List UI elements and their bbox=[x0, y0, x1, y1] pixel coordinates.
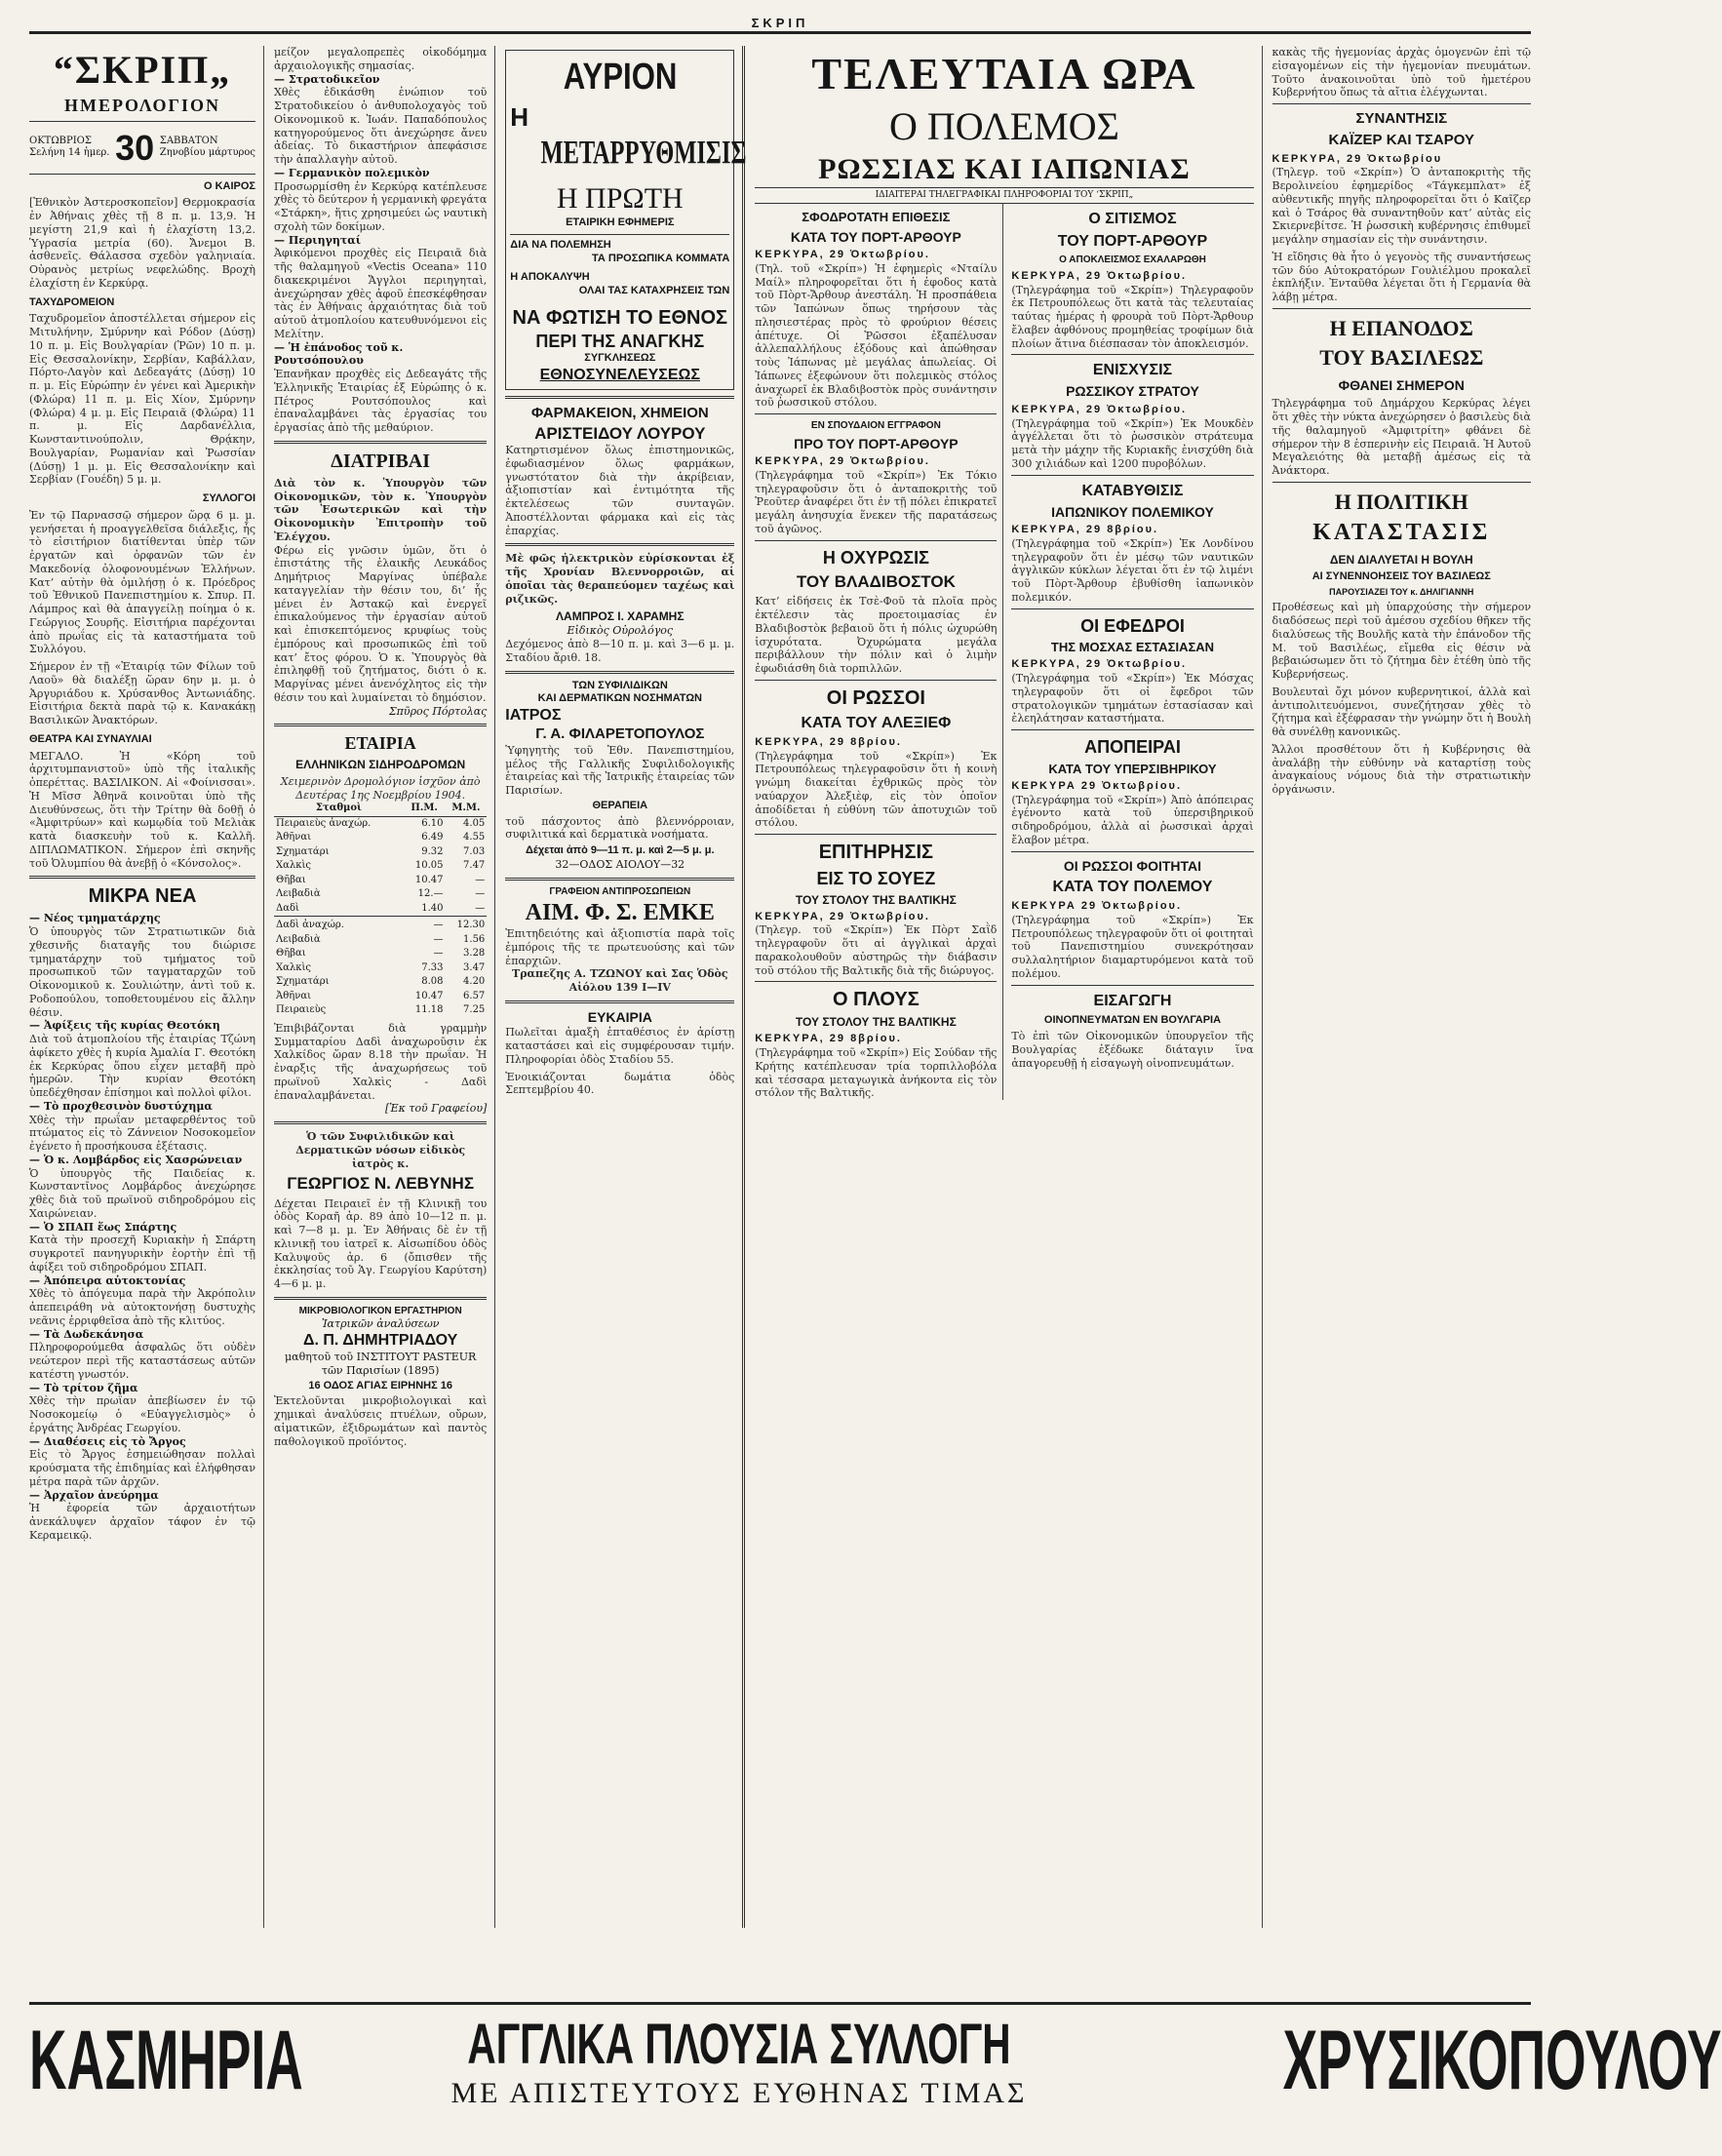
promo-box bbox=[505, 50, 747, 390]
diatr-sub: Διὰ τὸν κ. Ὑπουργὸν τῶν Οἰκονομικῶν, τὸν κ. Ὑπουργὸν τῶν Ἐσωτερικῶν καὶ τὴν Οἰκονομικὴν Ἐπιτροπὴν τοῦ Ἐλέγχου. bbox=[274, 476, 488, 543]
mikra-item-text: Πληροφορούμεθα ἀσφαλῶς ὅτι οὐδὲν νεώτερον περὶ τῆς καταστάσεως αὐτῶν κατέστη γνωστόν. bbox=[29, 1341, 256, 1381]
mikra-item-title: — Τὸ τρίτον ζῆμα bbox=[29, 1381, 138, 1394]
promo-line-6: ΠΕΡΙ ΤΗΣ ΑΝΑΓΚΗΣ bbox=[535, 331, 705, 351]
right-h2: ΤΟΥ ΠΟΡΤ-ΑΡΘΟΥΡ bbox=[1057, 233, 1208, 251]
rail-station: Ἀθῆναι bbox=[276, 990, 312, 1001]
rail-station: Λειβαδιὰ bbox=[276, 888, 321, 900]
therapy-label: ΘΕΡΑΠΕΙΑ bbox=[592, 799, 648, 811]
table-row bbox=[274, 990, 487, 1004]
doctor-name: Γ. Α. ΦΙΛΑΡΕΤΟΠΟΥΛΟΣ bbox=[535, 725, 705, 742]
mikra-heading: ΜΙΚΡΑ ΝΕΑ bbox=[88, 885, 197, 908]
rail-time: 11.18 bbox=[414, 1004, 444, 1016]
right-h14: ΕΙΣΑΓΩΓΗ bbox=[1093, 992, 1172, 1009]
rail-time: 7.03 bbox=[463, 845, 486, 857]
lab-name: Δ. Π. ΔΗΜΗΤΡΙΑΔΟΥ bbox=[302, 1332, 458, 1349]
divider bbox=[1272, 482, 1531, 483]
mikra-item-title: — Τὰ Δωδεκάνησα bbox=[29, 1327, 144, 1341]
peri-heading: — Περιηγηταί bbox=[274, 233, 362, 247]
rail-station: Δαδὶ ἀναχώρ. bbox=[276, 920, 344, 931]
pol-text-3: Ἄλλοι προσθέτουν ὅτι ἡ Κυβέρνησις θὰ ἀναλάβῃ τὴν εὐθύνην νὰ καταρτίσῃ τοὺς ἀναγκαίους νόμους διὰ τὴν στρατιωτικὴν ὀργάνωσιν. bbox=[1272, 742, 1531, 796]
rail-station: Χαλκὶς bbox=[276, 961, 312, 973]
promo-line-5: ΝΑ ΦΩΤΙΣΗ ΤΟ ΕΘΝΟΣ bbox=[512, 306, 728, 329]
column-1 bbox=[29, 46, 264, 1928]
list-item bbox=[29, 1382, 255, 1435]
promo-line-4: ΟΛΑΙ ΤΑΣ ΚΑΤΑΧΡΗΣΕΙΣ ΤΩΝ bbox=[578, 285, 730, 296]
rail-time: 3.28 bbox=[463, 948, 486, 960]
lab-sub: Ἰατρικῶν ἀναλύσεων bbox=[321, 1317, 440, 1331]
left-h3: ΕΝ ΣΠΟΥΔΑΙΟΝ ΕΓΓΡΑΦΟΝ bbox=[810, 420, 941, 431]
divider bbox=[1011, 851, 1253, 852]
lamprh-sub: Εἰδικὸς Οὐρολόγος bbox=[567, 624, 674, 638]
lamprh-text: Δεχόμενος ἀπὸ 8—10 π. μ. καὶ 3—6 μ. μ. Σταδίου ἄριθ. 18. bbox=[505, 638, 735, 664]
list-item bbox=[29, 912, 255, 1019]
weather-text: [Ἐθνικὸν Ἀστεροσκοπεῖον] Θερμοκρασία ἐν Ἀθήναις χθὲς τῇ 8 π. μ. 13,9. Ἡ μεγίστη 21,9 καὶ ἡ ἐλαχίστη 13,2. Ὑγρασία μετρία (60). Ἄνεμοι Β. ἀσθενεῖς. Θάλασσα σχεδὸν γαληνιαία. Οὐρανὸς μετρίως νεφελώδης. Βροχὴ ἐλαχίστη ἐν Κερκύρᾳ. bbox=[29, 196, 256, 290]
table-row bbox=[274, 947, 487, 961]
divider bbox=[1011, 354, 1253, 355]
divider bbox=[755, 834, 997, 835]
right-dateline: ΚΕΡΚΥΡΑ, 29 Ὀκτωβρίου. bbox=[1011, 269, 1188, 282]
right-text-5: (Τηλεγράφημα τοῦ «Σκρίπ») Ἀπὸ ἀπόπειρας ἐγένοντο κατὰ τοῦ ὑπερσιβηρικοῦ σιδηροδρόμου, ἀλλὰ αἱ ῥωσσικαὶ ἀρχαὶ ἔλαβον μέτρα. bbox=[1011, 793, 1254, 846]
mikra-item-text: Χθὲς τὴν πρωΐαν ἀπεβίωσεν ἐν τῷ Νοσοκομείῳ ὁ «Εὐαγγελισμὸς» ὁ ἐργάτης Ἀνδρέας Γεωργίου. bbox=[29, 1394, 256, 1434]
lab-text: μαθητοῦ τοῦ ΙΝΣΤΙΤΟΥΤ PASTEUR τῶν Παρισίων (1895) bbox=[285, 1351, 477, 1377]
mikra-item-title: — Νέος τμηματάρχης bbox=[29, 912, 161, 925]
rail-time: 6.10 bbox=[421, 817, 444, 829]
right-h4: ΕΝΙΣΧΥΣΙΣ bbox=[1092, 362, 1173, 379]
table-row bbox=[274, 831, 487, 845]
doctor-address: 32—ΟΔΟΣ ΑΙΟΛΟΥ—32 bbox=[555, 857, 685, 871]
peri-text: Ἀφικόμενοι προχθὲς εἰς Πειραιᾶ διὰ τῆς θαλαμηγοῦ «Vectis Oceana» 110 διακεκριμένοι Ἄγγλοι περιηγηταὶ, ἀνεχώρησαν χθὲς ἀφοῦ ἐπεσκέφθησαν τὰς ἐν Ἀθήναις ἀρχαιότητας διὰ τοῦ αὐτοῦ ἀτμοπλοίου κατευθυνόμενοι εἰς Μελίτην. bbox=[274, 247, 488, 340]
table-row bbox=[274, 1003, 487, 1018]
rail-time: 3.47 bbox=[463, 961, 486, 973]
trans-name: ΑΙΜ. Φ. Σ. ΕΜΚΕ bbox=[525, 900, 715, 925]
bottom-banner bbox=[29, 2002, 1722, 2117]
war-sub-1: Ο ΠΟΛΕΜΟΣ bbox=[888, 103, 1119, 148]
right-h6: ΚΑΤΑΒΥΘΙΣΙΣ bbox=[1081, 482, 1184, 499]
germ-heading: — Γερμανικὸν πολεμικὸν bbox=[274, 166, 430, 179]
pharm-heading-2: ΑΡΙΣΤΕΙΔΟΥ ΛΟΥΡΟΥ bbox=[534, 423, 706, 443]
left-text-3: Κατ’ εἰδήσεις ἐκ Τσὲ-Φοῦ τὰ πλοῖα πρὸς ἐκτέλεσιν τὰς προετοιμασίας ἐν Βλαδιβοστὸκ βεβαιοῦ ὅτι ἡ πόλις ὠχυρώθη ἰσχυρότατα. Ὀχυρώματα μεγάλα περιβάλλουν τὴν πόλιν καὶ ὁ λιμὴν ἐφωδιάσθη διὰ τορπιλλῶν. bbox=[755, 595, 998, 675]
rail-table bbox=[274, 802, 487, 1018]
left-h11: ΤΟΥ ΣΤΟΛΟΥ ΤΗΣ ΒΑΛΤΙΚΗΣ bbox=[795, 892, 957, 907]
rail-time: — bbox=[475, 874, 486, 885]
divider bbox=[274, 1297, 487, 1300]
strat-text: Χθὲς ἐδικάσθη ἐνώπιον τοῦ Στρατοδικείου ὁ ἀνθυπολοχαγὸς τοῦ Οἰκονομικοῦ κ. Ἰωάν. Παπαδόπουλος κατηγορούμενος ὅτι ἀνεχώρησε ἄνευ ἀδείας. Τὸ δικαστήριον ἀπεφάσισε τὴν ἀπαλλαγὴν αὐτοῦ. bbox=[274, 86, 488, 166]
banner-middle-2: ΜΕ ΑΠΙΣΤΕΥΤΟΥΣ ΕΥΘΗΝΑΣ ΤΙΜΑΣ bbox=[450, 2077, 1028, 2109]
pol-text: Προθέσεως καὶ μὴ ὑπαρχούσης τὴν σήμερον διαδόσεως περὶ τοῦ ἀμέσου σχεδίου θῆκεν τῆς διαλύσεως τῆς Βουλῆς κατὰ τὴν ἐπάνοδον τῆς Μ. τοῦ Βασιλέως, εἴμεθα εἰς θέσιν νὰ βεβαιώσωμεν ὅτι τὸ ζήτημα δὲν ἐτέθη ὑπὸ τῆς Κυβερνήσεως. bbox=[1272, 601, 1531, 681]
rail-station: Λειβαδιὰ bbox=[276, 933, 321, 945]
rail-time: 9.32 bbox=[421, 845, 444, 857]
meet-dateline: ΚΕΡΚΥΡΑ, 29 Ὀκτωβρίου bbox=[1272, 152, 1443, 165]
war-right bbox=[1011, 204, 1253, 1100]
return-heading-2: ΤΟΥ ΒΑΣΙΛΕΩΣ bbox=[1319, 345, 1484, 371]
left-h5: Η ΟΧΥΡΩΣΙΣ bbox=[822, 547, 929, 568]
doctor-intro: Ὁ τῶν Συφιλιδικῶν καὶ Δερματικῶν νόσων εἰδικὸς ἰατρὸς κ. bbox=[295, 1130, 466, 1170]
divider bbox=[755, 680, 997, 681]
promo-line-2: ΤΑ ΠΡΟΣΩΠΙΚΑ ΚΟΜΜΑΤΑ bbox=[591, 252, 730, 264]
ekairia-text-2: Ἐνοικιάζονται δωμάτια ὁδὸς Σεπτεμβρίου 40. bbox=[505, 1070, 735, 1097]
war-service: ΙΔΙΑΙΤΕΡΑΙ ΤΗΛΕΓΡΑΦΙΚΑΙ ΠΛΗΡΟΦΟΡΙΑΙ ΤΟΥ ‘ΣΚΡΙΠ„ bbox=[755, 187, 1253, 204]
calendar-month: ΟΚΤΩΒΡΙΟΣ bbox=[29, 135, 92, 146]
divider bbox=[755, 540, 997, 541]
right-h10: ΑΠΟΠΕΙΡΑΙ bbox=[1084, 737, 1181, 757]
pol-sub: ΔΕΝ ΔΙΑΛΥΕΤΑΙ Η ΒΟΥΛΗ bbox=[1329, 553, 1473, 568]
right-text-2: (Τηλεγράφημα τοῦ «Σκρίπ») Ἐκ Μουκδὲν ἀγγέλλεται ὅτι τὸ ῥωσσικὸν στράτευμα μετὰ τὴν μάχην τῆς Κυριακῆς ἐνισχύθη διὰ 300 χιλιάδων καὶ 1200 πυροβόλων. bbox=[1011, 416, 1254, 470]
doctor-hours: Δέχεται ἀπὸ 9—11 π. μ. καὶ 2—5 μ. μ. bbox=[525, 844, 715, 856]
right-h7: ΙΑΠΩΝΙΚΟΥ ΠΟΛΕΜΙΚΟΥ bbox=[1051, 503, 1214, 520]
return-heading: Η ΕΠΑΝΟΔΟΣ bbox=[1329, 315, 1473, 340]
promo-line-8: ΕΘΝΟΣΥΝΕΛΕΥΣΕΩΣ bbox=[539, 367, 700, 383]
left-h12: Ο ΠΛΟΥΣ bbox=[833, 989, 920, 1011]
society-text: Ἐν τῷ Παρνασσῷ σήμερον ὥρᾳ 6 μ. μ. γενήσεται ἡ προαγγελθεῖσα διάλεξις, ἧς τὸ εἰσιτήριον διατίθενται ὑπὲρ τῶν ἐργατῶν καὶ ὀρφανῶν τῶν ἐν Μακεδονίᾳ ὁλοφονουμένων Ἑλλήνων. Κατ’ αὐτὴν θὰ ὁμιλήσῃ ὁ κ. Πρόεδρος τοῦ Ἐθνικοῦ Πανεπιστημίου κ. Σπυρ. Π. Λάμπρος καὶ θὰ ἀπαγγείλῃ ποίημα ὁ κ. Γεώργιος Σουρῆς. Εἰσιτήρια παρέχονται ἀπὸ πρωΐας εἰς τὰ καταστήματα τοῦ Συλλόγου. bbox=[29, 508, 256, 656]
germ-text: Προσωρμίσθη ἐν Κερκύρᾳ κατέπλευσε χθὲς τὸ δεύτερον ἡ γερμανικὴ φρεγάτα «Στάρκη», ἥτις χρησιμεύει ὡς ναυτικὴ σχολὴ τῶν δοκίμων. bbox=[274, 179, 488, 233]
table-row bbox=[274, 919, 487, 933]
right-dateline-6: ΚΕΡΚΥΡΑ 29 Ὀκτωβρίου. bbox=[1011, 900, 1183, 912]
divider bbox=[274, 1121, 487, 1124]
return-sub: ΦΘΑΝΕΙ ΣΗΜΕΡΟΝ bbox=[1338, 376, 1465, 393]
rail-time: — bbox=[475, 888, 486, 900]
promo-h: Η bbox=[510, 101, 529, 132]
mikra-item-text: Ὁ ὑπουργὸς τῆς Παιδείας κ. Κωνσταντῖνος Λομβάρδος ἀνεχώρησε χθὲς διὰ τοῦ πρωϊνοῦ σιδηροδρόμου εἰς Χαιρώνειαν. bbox=[29, 1166, 256, 1220]
list-item bbox=[29, 1154, 255, 1221]
list-item bbox=[29, 1328, 255, 1382]
rail-station: Σχηματάρι bbox=[276, 845, 330, 857]
rout-heading: — Ἡ ἐπάνοδος τοῦ κ. Ρουτσόπουλου bbox=[274, 340, 404, 368]
table-row bbox=[274, 961, 487, 976]
list-item bbox=[29, 1274, 255, 1328]
promo-line-3: Η ΑΠΟΚΑΛΥΨΗ bbox=[510, 271, 590, 284]
diatr-sign: Σπῦρος Πόρτολας bbox=[388, 704, 488, 718]
rail-col-header: Μ.Μ. bbox=[446, 802, 488, 816]
divider bbox=[274, 724, 487, 726]
mikra-item-title: — Ὁ κ. Λομβάρδος εἰς Χασρώνειαν bbox=[29, 1153, 243, 1166]
rail-time: 10.47 bbox=[414, 874, 444, 885]
calendar-box bbox=[29, 126, 255, 170]
mikra-item-text: Κατὰ τὴν προσεχῆ Κυριακὴν ἡ Σπάρτη συγκροτεῖ πανηγυρικὴν ἑορτὴν ἐπὶ τῇ ἀφίξει τοῦ σιδηροδρόμου ΣΠΑΠ. bbox=[29, 1234, 256, 1274]
table-row bbox=[274, 975, 487, 990]
left-text-6: (Τηλεγράφημα τοῦ «Σκρίπ») Εἰς Σούδαν τῆς Κρήτης κατέπλευσαν τρία τορπιλλοβόλα καὶ τέσσαρα μεταγωγικὰ ἀνήκοντα εἰς τὸν στόλον τῆς Βαλτικῆς. bbox=[755, 1046, 998, 1100]
mikra-item-title: — Διαθέσεις εἰς τὸ Ἄργος bbox=[29, 1434, 186, 1448]
left-h7: ΟΙ ΡΩΣΣΟΙ bbox=[826, 686, 925, 709]
rail-time: — bbox=[475, 902, 486, 914]
left-h9: ΕΠΙΤΗΡΗΣΙΣ bbox=[818, 842, 934, 863]
rail-sub: Χειμερινὸν Δρομολόγιον ἰσχῦον ἀπὸ Δευτέρας 1ης Νοεμβρίου 1904. bbox=[280, 774, 481, 802]
pharm-text: Κατηρτισμένον ὅλως ἐπιστημονικῶς, ἐφωδιασμένον ὅλως φαρμάκων, γνωστότατον διὰ τὴν ἀκρίβειαν, ἀξιοπιστίαν καὶ ἐντιμότητα τῆς ἐκτελέσεως τῶν συνταγῶν. Ἀποστέλλονται φάρμακα καὶ εἰς τὰς ἐπαρχίας. bbox=[505, 444, 735, 537]
list-item bbox=[29, 1221, 255, 1274]
calendar-weekday: ΣΑΒΒΑΤΟΝ bbox=[159, 135, 218, 146]
strat-heading: — Στρατοδικεῖον bbox=[274, 72, 380, 86]
left-dateline-5: ΚΕΡΚΥΡΑ, 29 8βρίου. bbox=[755, 1033, 902, 1045]
rail-station: Δαδὶ bbox=[276, 902, 299, 914]
mikra-item-text: Ἡ ἐφορεία τῶν ἀρχαιοτήτων ἀνεκάλυψεν ἀρχαῖον τάφον ἐν τῷ Κεραμεικῷ. bbox=[29, 1502, 256, 1542]
right-text: (Τηλεγράφημα τοῦ «Σκρίπ») Τηλεγραφοῦν ἐκ Πετρουπόλεως ὅτι κατὰ τὰς τελευταίας ταύτας ἡμέρας ἡ φρουρὰ τοῦ Πὸρτ-Ἄρθουρ ἔλαβεν ἀφθόνους προμηθείας τροφίμων διὰ πλοίων ἅτινα διέσπασαν τὸν ἀποκλεισμόν. bbox=[1011, 283, 1254, 350]
right-h13: ΚΑΤΑ ΤΟΥ ΠΟΛΕΜΟΥ bbox=[1052, 879, 1213, 895]
rail-time: 10.05 bbox=[414, 860, 444, 872]
lamprh-heading: ΛΑΜΠΡΟΣ Ι. ΧΑΡΑΜΗΣ bbox=[556, 609, 685, 624]
ekairia-text: Πωλεῖται ἀμαξὴ ἑπταθέσιος ἐν ἀρίστῃ καταστάσει καὶ εἰς συμφέρουσαν τιμήν. Πληροφορίαι ὁδὸς Σταδίου 55. bbox=[505, 1026, 735, 1066]
divider bbox=[1272, 103, 1531, 104]
society-heading: ΣΥΛΛΟΓΟΙ bbox=[202, 492, 256, 504]
right-h3: Ο ΑΠΟΚΛΕΙΣΜΟΣ ΕΧΑΛΑΡΩΘΗ bbox=[1059, 255, 1206, 266]
pol-heading: Η ΠΟΛΙΤΙΚΗ bbox=[1334, 489, 1468, 514]
rail-note: Ἐπιβιβάζονται διὰ γραμμὴν Συμματαρίου Δαδὶ ἀναχωροῦσιν ἐκ Χαλκίδος ὥραν 8.18 τὴν πρωΐαν. Ἡ ἐναρξις τῆς ἀναχωρήσεως τοῦ πρωϊνοῦ Χαλκὶς - Δαδὶ ἐπαναλαμβάνεται. bbox=[274, 1021, 488, 1102]
table-row bbox=[274, 887, 487, 902]
meet-text-2: Ἡ εἴδησις θὰ ἦτο ὁ γεγονὸς τῆς συναντήσεως τῶν δύο Αὐτοκρατόρων Γουλιέλμου προκαλεῖ ἐκπλήξιν. Ἐνταῦθα λέγεται ὅτι ἡ Γερμανία θὰ λάβῃ μέτρα. bbox=[1272, 250, 1531, 303]
divider bbox=[29, 876, 255, 879]
left-dateline-3: ΚΕΡΚΥΡΑ, 29 8βρίου. bbox=[755, 735, 902, 748]
rail-time: 4.55 bbox=[463, 832, 486, 843]
trans-text: Ἐπιτηδειότης καὶ ἀξιοπιστία παρὰ τοῖς ἐμπόροις τῆς τε πρωτευούσης καὶ τῶν ἐπαρχιῶν. bbox=[505, 927, 735, 967]
theatre-text: ΜΕΓΑΛΟ. Ἡ «Κόρη τοῦ ἀρχιτυμπανιστοῦ» ὑπὸ τῆς ἰταλικῆς ὀπερέττας. ΒΑΣΙΛΙΚΟΝ. Αἱ «Φοίνισσαι». Ἡ Μῖσσ Ἀθηνᾶ κοινοῦται ὑπὸ τῆς Διευθύνσεως, ὅτι τὴν Τρίτην θὰ δοθῇ ὁ «Ἀμφιτρύων» καὶ κωμῳδία τοῦ Μελιὰκ κατὰ διασκευὴν τοῦ κ. Καλλῆ. ΔΙΠΛΩΜΑΤΙΚΟΝ. Σήμερον ἐπὶ σκηνῆς τοῦ Ὀλυμπίου θὰ ἀνεβῇ ὁ «Κόνσολος». bbox=[29, 749, 256, 870]
diatr-heading: ΔΙΑΤΡΙΒΑΙ bbox=[331, 450, 431, 472]
left-h10: ΕΙΣ ΤΟ ΣΟΥΕΖ bbox=[816, 869, 936, 888]
lab-text-2: Ἐκτελοῦνται μικροβιολογικαὶ καὶ χημικαὶ ἀναλύσεις πτυέλων, οὔρων, αἱματικῶν, ἐξιδρωμάτων καὶ παντὸς παθολογικοῦ προϊόντος. bbox=[274, 1394, 488, 1448]
diatr-text: Φέρω εἰς γνῶσιν ὑμῶν, ὅτι ὁ ἐπιστάτης τῆς ἐλαικῆς Λευκάδος Δημήτριος Μαργίνας ὑπέβαλε καταγγελίαν τὴν θέσιν του, δι’ ἧς μένει ἐν Ἀστακῷ καὶ ἐνεργεῖ ἐπικαλούμενος τὴν ἐργασίαν αὐτοῦ καὶ ἐπισκεπτόμενος κρυφίως τοὺς ἐμπόρους καὶ προσωπικῶς ἐπὶ τοῦ κατ’ ἔτος φόρου. Ὁ κ. Ὑπουργὸς θὰ ἐπιληφθῇ τοῦ ζητήματος, διότι ὁ κ. Μαργίνας μένει ἀνενόχλητος εἰς τὴν θέσιν του καὶ λυμαίνεται τὸ δημόσιον. bbox=[274, 543, 488, 704]
right-text-6: (Τηλεγράφημα τοῦ «Σκρίπ») Ἐκ Πετρουπόλεως τηλεγραφοῦν ὅτι οἱ φοιτηταὶ τοῦ Πανεπιστημίου συνεκρότησαν συλλαλητήριον διαμαρτυρόμενοι κατὰ τοῦ πολέμου. bbox=[1011, 913, 1254, 980]
table-row bbox=[274, 933, 487, 948]
right-text-7: Τὸ ἐπὶ τῶν Οἰκονομικῶν ὑπουργεῖον τῆς Βουλγαρίας ἐξέδωκε διάταγιν ἵνα ἀπαγορευθῇ ἡ εἰσαγωγὴ οἰνοπνευμάτων. bbox=[1011, 1030, 1254, 1070]
divider bbox=[1011, 475, 1253, 476]
newspaper-logo: “ΣΚΡΙΠ„ bbox=[53, 48, 232, 92]
rail-time: 1.40 bbox=[421, 902, 444, 914]
promo-line-7: ΣΥΓΚΛΗΣΕΩΣ bbox=[584, 352, 656, 365]
left-dateline: ΚΕΡΚΥΡΑ, 29 Ὀκτωβρίου. bbox=[755, 249, 930, 260]
war-sub-2: ΡΩΣΣΙΑΣ ΚΑΙ ΙΑΠΩΝΙΑΣ bbox=[818, 152, 1191, 185]
column-5 bbox=[1272, 46, 1531, 1928]
trans-heading: ΓΡΑΦΕΙΟΝ ΑΝΤΙΠΡΟΣΩΠΕΙΩΝ bbox=[549, 885, 691, 897]
rail-heading: ΕΤΑΙΡΙΑ bbox=[344, 733, 416, 754]
divider bbox=[1011, 608, 1253, 609]
war-left bbox=[755, 204, 1003, 1100]
divider bbox=[1011, 985, 1253, 986]
society-text-2: Σήμερον ἐν τῇ «Ἑταιρίᾳ τῶν Φίλων τοῦ Λαοῦ» θὰ διαλέξῃ ὥραν 6ην μ. μ. ὁ Ἀργυριάδου κ. Χρύσανθος Ἀντωνιάδης. Εἰσιτήρια δεκτὰ παρὰ τῷ κ. Κανακάκῃ Βασιλικῶν Ἀνακτόρων. bbox=[29, 660, 256, 726]
mikra-item-title: — Ὁ ΣΠΑΠ ἕως Σπάρτης bbox=[29, 1220, 177, 1234]
rail-time: 6.57 bbox=[463, 990, 486, 1001]
table-row bbox=[274, 816, 487, 831]
divider bbox=[505, 543, 734, 546]
ekairia-heading: ΕΥΚΑΙΡΙΑ bbox=[587, 1008, 652, 1025]
trans-address: Τραπεζης Α. ΤΖΩΝΟΥ καὶ Σας Ὁδὸς Αἰόλου 139 Ι—ΙV bbox=[512, 967, 728, 994]
note-text: Μὲ φῶς ἠλεκτρικὸν εὑρίσκονται ἐξ τῆς Χρονίαν Βλεννορροιῶν, αἱ ὁποῖαι τὰς θεραπεύομεν ταχέως καὶ ριζικῶς. bbox=[505, 552, 735, 606]
calendar-moon: Σελήνη 14 ἡμερ. bbox=[29, 147, 110, 158]
table-row bbox=[274, 874, 487, 888]
rail-time: 4.20 bbox=[463, 976, 486, 988]
left-text-2: (Τηλεγράφημα τοῦ «Σκρίπ») Ἐκ Τόκιο τηλεγραφοῦσιν ὅτι ὁ ἀνταποκριτὴς τοῦ Ῥεοῦτερ ἀναφέρει ὅτι ἐν τῇ πόλει ἐπικρατεῖ μεγάλη ἀνησυχία ἕνεκεν τῆς παρατάσεως τοῦ ἀγῶνος. bbox=[755, 468, 998, 535]
table-row bbox=[274, 859, 487, 874]
divider bbox=[29, 174, 255, 175]
lab-heading: ΜΙΚΡΟΒΙΟΛΟΓΙΚΟΝ ΕΡΓΑΣΤΗΡΙΟΝ bbox=[298, 1305, 462, 1316]
banner-middle bbox=[351, 2012, 1127, 2110]
pol-text-2: Βουλευταὶ ὄχι μόνον κυβερνητικοί, ἀλλὰ καὶ ἀντιπολιτευόμενοι, συνεζήτησαν χθὲς τὸ ζήτημα καὶ ἐξέφρασαν τὴν γνώμην ὅτι ἡ Βουλὴ θὰ συνέλθῃ κανονικῶς. bbox=[1272, 685, 1531, 738]
page-header: ΣΚΡΙΠ bbox=[29, 18, 1531, 34]
calendar-day: 30 bbox=[115, 127, 155, 168]
rail-station: Θῆβαι bbox=[276, 948, 306, 960]
divider bbox=[505, 878, 734, 881]
left-h4: ΠΡΟ ΤΟΥ ΠΟΡΤ-ΑΡΘΟΥΡ bbox=[794, 435, 959, 451]
return-text: Τηλεγράφημα τοῦ Δημάρχου Κερκύρας λέγει ὅτι χθὲς τὴν νύκτα ἀνεχώρησεν ὁ βασιλεὺς διὰ τῆς θαλαμηγοῦ «Ἀμφιτρίτη» φθάνει δὲ σήμερον τὴν 8 ἑσπερινὴν εἰς Πειραιᾶ. Ἡ Ἀυτοῦ Μεγαλειότης θὰ μεταβῇ ἀμέσως εἰς τὰ Ἀνάκτορα. bbox=[1272, 397, 1531, 477]
right-dateline-5: ΚΕΡΚΥΡΑ 29 Ὀκτωβρίου. bbox=[1011, 779, 1183, 792]
calendar-saint: Ζηνοβίου μάρτυρος bbox=[159, 147, 256, 158]
meet-heading: ΣΥΝΑΝΤΗΣΙΣ bbox=[1355, 110, 1448, 127]
mikra-item-title: — Ἀφίξεις τῆς κυρίας Θεοτόκη bbox=[29, 1019, 220, 1033]
divider bbox=[755, 413, 997, 414]
theatre-heading: ΘΕΑΤΡΑ ΚΑΙ ΣΥΝΑΥΛΙΑΙ bbox=[29, 732, 152, 745]
divider bbox=[29, 121, 255, 122]
rout-text: Ἐπανῆκαν προχθὲς εἰς Δεδεαγάτς τῆς Ἑλληνικῆς Ἑταιρίας ἐξ Εὐρώπης ὁ κ. Πέτρος Ρουτσόπουλος καὶ ἐπαναλαμβάνει τὰς ἐργασίας του ἐργασίας ἀπὸ τῆς μεθαύριον. bbox=[274, 368, 488, 434]
banner-left: ΚΑΣΜΗΡΙΑ bbox=[29, 2014, 303, 2107]
doctor-name: ΓΕΩΡΓΙΟΣ Ν. ΛΕΒΥΝΗΣ bbox=[287, 1174, 475, 1194]
pol-sub-3: ΠΑΡΟΥΣΙΑΖΕΙ ΤΟΥ κ. ΔΗΛΙΓΙΑΝΝΗ bbox=[1329, 587, 1474, 597]
mikra-item-text: Χθὲς τὴν πρωΐαν μεταφερθέντος τοῦ πτώματος εἰς τὸ Ζάννειον Νοσοκομεῖον ἐγένετο ἡ προσήκουσα ἐξέτασις. bbox=[29, 1113, 256, 1153]
divider bbox=[505, 671, 734, 674]
left-text-4: (Τηλεγράφημα τοῦ «Σκρίπ») Ἐκ Πετρουπόλεως τηλεγραφοῦσιν ὅτι ἡ κοινὴ γνώμη διακείται ἐχθρικῶς πρὸς τὸν ναύαρχον Ἀλεξιὲφ, εἰς τὸν ὁποῖον ἀποδίδεται ἡ εὐθύνη τῶν ἀποτυχιῶν τοῦ στόλου. bbox=[755, 749, 998, 830]
mikra-item-title: — Τὸ προχθεσινὸν δυστύχημα bbox=[29, 1099, 213, 1113]
rail-time: 7.33 bbox=[421, 961, 444, 973]
rail-time: 1.56 bbox=[463, 933, 486, 945]
rail-col-header: Π.Μ. bbox=[404, 802, 446, 816]
list-item bbox=[29, 1019, 255, 1100]
rail-time: — bbox=[433, 948, 444, 960]
left-h13: ΤΟΥ ΣΤΟΛΟΥ ΤΗΣ ΒΑΛΤΙΚΗΣ bbox=[795, 1015, 957, 1030]
syph-heading: ΤΩΝ ΣΥΦΙΛΙΔΙΚΩΝ bbox=[571, 679, 668, 691]
pharm-heading: ΦΑΡΜΑΚΕΙΟΝ, ΧΗΜΕΙΟΝ bbox=[530, 405, 709, 421]
mikra-item-text: Εἰς τὸ Ἄργος ἐσημειώθησαν πολλαὶ κρούσματα τῆς ἐπιδημίας καὶ ἐλήφθησαν μέτρα παρὰ τῶν ἀρχῶν. bbox=[29, 1448, 256, 1488]
mikra-item-text: Ὁ ὑπουργὸς τῶν Στρατιωτικῶν διὰ χθεσινῆς διαταγῆς του διώρισε τμηματάρχην τοῦ τμήματος τοῦ προσωπικοῦ τῶν ταγματαρχῶν τοῦ Οἰκονομικοῦ κ. Σουλιώτην, ἀντὶ τοῦ κ. Ροδοπούλου, τοποθετουμένου εἰς ἄλλην θέσιν. bbox=[29, 925, 256, 1019]
war-split bbox=[755, 204, 1253, 1100]
list-item bbox=[29, 1435, 255, 1489]
rail-station: Πειραιεὺς bbox=[276, 1004, 327, 1016]
divider bbox=[510, 234, 729, 235]
promo-metarr: ΜΕΤΑΡΡΥΘΜΙΣΙΣ bbox=[540, 135, 747, 171]
left-dateline-2: ΚΕΡΚΥΡΑ, 29 Ὀκτωβρίου. bbox=[755, 455, 930, 467]
rail-time: 12.— bbox=[417, 888, 444, 900]
left-h2: ΚΑΤΑ ΤΟΥ ΠΟΡΤ-ΑΡΘΟΥΡ bbox=[790, 228, 961, 245]
mikra-item-text: Διὰ τοῦ ἀτμοπλοίου τῆς ἑταιρίας Τζώνη ἀφίκετο χθὲς ἡ κυρία Ἀμαλία Γ. Θεοτόκη ἐκ Κερκύρας ὅπου εἶχεν μεταβῆ πρὸ ἡμερῶν. Τὴν κυρίαν Θεοτόκη ὑπεδέχθησαν ἐπίσημοι καὶ πολλοὶ φίλοι. bbox=[29, 1033, 256, 1099]
rail-time: — bbox=[433, 920, 444, 931]
lab-address: 16 ΟΔΟΣ ΑΓΙΑΣ ΕΙΡΗΝΗΣ 16 bbox=[308, 1379, 452, 1392]
mikra-item-text: Χθὲς τὸ ἀπόγευμα παρὰ τὴν Ἀκρόπολιν ἀπεπειράθη νὰ αὐτοκτονήσῃ δυστυχὴς νεᾶνις ἐρριφθεῖσα ἀπὸ τῆς κλιτύος. bbox=[29, 1287, 256, 1327]
right-dateline-4: ΚΕΡΚΥΡΑ, 29 Ὀκτωβρίου. bbox=[1011, 658, 1188, 671]
left-text: (Τηλ. τοῦ «Σκρίπ») Ἡ ἐφημερὶς «Νταίλυ Μαίλ» πληροφορεῖται ὅτι ἡ ἐφοδος κατὰ τοῦ Πὸρτ-Ἄρθουρ ἀνεστάλη. Ἡ προσπάθεια τῶν Ἰαπώνων ὅπως τηρήσουν τὰς πλησιεστέρας πρὸς τὸ φρούριον θέσεις ἀπέτυχε. Οἱ Ῥῶσσοι ἐξαπέλυσαν ἀλλεπαλλήλους ἐξόδους καὶ ἀπώθησαν τοὺς Ἰάπωνας μὲ μεγάλας ἀπωλείας. Οἱ Ἰάπωνες ἐξεφώνουν ὅτι πολεμικὸς στόλος ἀναχωρεῖ ἐκ Βλαδιβοστὸκ πρὸς συνάντησιν τοῦ ῥωσσικοῦ στόλου. bbox=[755, 261, 998, 410]
post-heading: ΤΑΧΥΔΡΟΜΕΙΟΝ bbox=[29, 295, 115, 308]
column-2 bbox=[274, 46, 495, 1928]
right-h8: ΟΙ ΕΦΕΔΡΟΙ bbox=[1080, 615, 1185, 636]
rail-station: Σχηματάρι bbox=[276, 976, 330, 988]
left-h6: ΤΟΥ ΒΛΑΔΙΒΟΣΤΟΚ bbox=[796, 572, 956, 591]
right-h5: ΡΩΣΣΙΚΟΥ ΣΤΡΑΤΟΥ bbox=[1066, 383, 1199, 400]
right-dateline-2: ΚΕΡΚΥΡΑ, 29 Ὀκτωβρίου. bbox=[1011, 403, 1188, 415]
pol-heading-2: ΚΑΤΑΣΤΑΣΙΣ bbox=[1312, 520, 1491, 546]
left-h1: ΣΦΟΔΡΟΤΑΤΗ ΕΠΙΘΕΣΙΣ bbox=[802, 210, 951, 225]
left-h8: ΚΑΤΑ ΤΟΥ ΑΛΕΞΙΕΦ bbox=[801, 714, 952, 731]
right-h9: ΤΗΣ ΜΟΣΧΑΣ ΕΣΤΑΣΙΑΣΑΝ bbox=[1050, 640, 1215, 654]
rail-time: 10.47 bbox=[414, 990, 444, 1001]
promo-aurion bbox=[510, 55, 729, 101]
right-h12: ΟΙ ΡΩΣΣΟΙ ΦΟΙΤΗΤΑΙ bbox=[1063, 857, 1202, 874]
mikra-item-title: — Ἀπόπειρα αὐτοκτονίας bbox=[29, 1274, 186, 1287]
meet-text: (Τηλεγρ. τοῦ «Σκρίπ») Ὁ ἀνταποκριτὴς τῆς Βερολινείου ἐφημερίδος «Τάγκεμπλατ» ἐξ αὐθεντικῆς πηγῆς πληροφορεῖται ὅτι ὁ Καῖζερ καὶ ὁ Τσάρος θὰ συναντηθοῦν κατ’ αὐτὰς εἰς Σκιερνεβίτσε. Ἡ ῥωσσικὴ κυβέρνησις ἐπιθυμεῖ μεγάλην σημασίαν εἰς τὴν συνάντησιν. bbox=[1272, 166, 1531, 246]
top-text: μείζον μεγαλοπρεπὲς οἰκοδόμημα ἀρχαιολογικῆς σημασίας. bbox=[274, 46, 488, 72]
rail-station: Πειραιεὺς ἀναχώρ. bbox=[276, 817, 372, 829]
right-text-3: (Τηλεγράφημα τοῦ «Σκρίπ») Ἐκ Λονδίνου τηλεγραφοῦν ὅτι ἐν μέσῳ τῶν ναυτικῶν ἀγγλικῶν κύκλων λέγεται ὅτι ἐν τῷ λιμένι τοῦ Πὸρτ-Ἄρθουρ ἐβυθίσθη ἰαπωνικὸν πολεμικόν. bbox=[1011, 536, 1254, 604]
divider bbox=[274, 441, 487, 444]
left-dateline-4: ΚΕΡΚΥΡΑ, 29 Ὀκτωβρίου. bbox=[755, 910, 930, 922]
right-text-4: (Τηλεγράφημα τοῦ «Σκρίπ») Ἐκ Μόσχας τηλεγραφοῦν ὅτι οἱ ἔφεδροι τῶν στρατολογικῶν τμημάτων ἐστασίασαν καὶ ἐλεηλάτησαν καταστήματα. bbox=[1011, 672, 1254, 725]
right-h1: Ο ΣΙΤΙΣΜΟΣ bbox=[1088, 211, 1177, 228]
promo-first: Η ΠΡΩΤΗ bbox=[556, 181, 684, 215]
divider bbox=[505, 1000, 734, 1003]
column-3 bbox=[505, 46, 745, 1928]
iatros-label: ΙΑΤΡΟΣ bbox=[505, 707, 562, 724]
table-row bbox=[274, 902, 487, 917]
rail-from: [Ἐκ τοῦ Γραφείου] bbox=[384, 1102, 488, 1116]
rail-time: 8.08 bbox=[421, 976, 444, 988]
list-item bbox=[29, 1100, 255, 1154]
syph-heading-2: ΚΑΙ ΔΕΡΜΑΤΙΚΩΝ ΝΟΣΗΜΑΤΩΝ bbox=[537, 692, 703, 705]
table-row bbox=[274, 845, 487, 860]
mikra-item-title: — Ἀρχαῖον ἀνεύρημα bbox=[29, 1488, 159, 1502]
right-dateline-3: ΚΕΡΚΥΡΑ, 29 8βρίου. bbox=[1011, 524, 1159, 535]
weather-heading: Ο ΚΑΙΡΟΣ bbox=[203, 179, 256, 192]
rail-station: Χαλκὶς bbox=[276, 860, 312, 872]
right-h11: ΚΑΤΑ ΤΟΥ ΥΠΕΡΣΙΒΗΡΙΚΟΥ bbox=[1048, 761, 1217, 776]
rail-station: Ἀθῆναι bbox=[276, 832, 312, 843]
rail-station: Θῆβαι bbox=[276, 874, 306, 885]
column-4 bbox=[755, 46, 1262, 1928]
rail-time: 6.49 bbox=[421, 832, 444, 843]
columns bbox=[29, 46, 1531, 1928]
newspaper-page bbox=[29, 16, 1722, 2117]
rail-col-header: Σταθμοὶ bbox=[274, 802, 404, 816]
divider bbox=[1272, 308, 1531, 309]
top-text: κακὰς τῆς ἡγεμονίας ἀρχὰς ὁμογενῶν ἐπὶ τῷ εἰσαγομένων εἰς τὴν ἡγεμονίαν πνευμάτων. Τοῦτο ἀνακοινοῦται ὑπὸ τοῦ ἡμετέρου Κυβερνήτου ὅπως τὰ αἴτια ἐλέγχωνται. bbox=[1272, 46, 1531, 99]
pol-sub-2: ΑΙ ΣΥΝΕΝΝΟΗΣΕΙΣ ΤΟΥ ΒΑΣΙΛΕΩΣ bbox=[1311, 570, 1491, 583]
banner-right: ΧΡΥΣΙΚΟΠΟΥΛΟΥ bbox=[1282, 2014, 1722, 2107]
post-text: Ταχυδρομεῖον ἀποστέλλεται σήμερον εἰς Μιτυλήνην, Σμύρνην καὶ Ρόδον (Δύσῃ) 10 π. μ. Εἰς Βουλγαρίαν (Ῥῶν) 10 π. μ. Εἰς Θεσσαλονίκην, Σερβίαν, Καβάλλαν, Πόρτο-Λαγὸν καὶ Δεδεαγάτς (Δύσῃ) 10 π. μ. Εἰς Εὐρώπην ἐν γένει καὶ Ἀμερικὴν (Φλώρα) 11 π. μ. Εἰς Χίον, Σμύρνην (Φλώρα) 4 μ. μ. Εἰς Πειραιᾶ (Φλώρα) 11 π. μ. Εἰς Δαρδανέλλια, Κωνσταντινούπολιν, Θρᾴκην, Βουλγαρίαν, Ρωμανίαν καὶ Ῥωσσίαν (Δύσῃ) 1 μ. μ. Εἰς Θεσσαλονίκην καὶ Σερβίαν (Γουέδη) 5 μ. μ. bbox=[29, 312, 256, 487]
war-title: ΤΕΛΕΥΤΑΙΑ ΩΡΑ bbox=[811, 49, 1197, 98]
promo-line-1: ΔΙΑ ΝΑ ΠΟΛΕΜΗΣΗ bbox=[510, 238, 611, 251]
calendar-title: ΗΜΕΡΟΛΟΓΙΟΝ bbox=[64, 96, 221, 115]
rail-time: — bbox=[433, 933, 444, 945]
banner-middle-1: ΑΓΓΛΙΚΑ ΠΛΟΥΣΙΑ ΣΥΛΛΟΓΗ bbox=[467, 2013, 1011, 2076]
promo-aurion-text: ΑΥΡΙΟΝ bbox=[563, 57, 678, 98]
rail-time: 4.05 bbox=[463, 817, 486, 829]
doctor-text: Ὑφηγητὴς τοῦ Ἐθν. Πανεπιστημίου, μέλος τῆς Γαλλικῆς Συφιλιδολογικῆς ἑταιρείας καὶ τῆς Ἰατρικῆς ἑταιρείας τῶν Παρισίων. bbox=[505, 743, 735, 797]
doctor-text-2: τοῦ πάσχοντος ἀπὸ βλεννόρροιαν, συφιλιτικά καὶ δερματικὰ νοσήματα. bbox=[505, 814, 735, 842]
rail-time: 7.25 bbox=[463, 1004, 486, 1016]
mikra-list bbox=[29, 912, 255, 1542]
rail-heading-2: ΕΛΛΗΝΙΚΩΝ ΣΙΔΗΡΟΔΡΟΜΩΝ bbox=[295, 757, 466, 771]
rail-time: 7.47 bbox=[463, 860, 486, 872]
divider bbox=[1011, 729, 1253, 730]
divider bbox=[505, 396, 734, 399]
left-text-5: (Τηλεγρ. τοῦ «Σκρίπ») Ἐκ Πὸρτ Σαῒδ τηλεγραφοῦν ὅτι αἱ ἀγγλικαὶ ἀρχαὶ παρακολουθοῦν αὐστηρῶς τὴν διάβασιν τοῦ στόλου τῆς Βαλτικῆς διὰ τῆς διώρυγος. bbox=[755, 923, 998, 977]
right-h15: ΟΙΝΟΠΝΕΥΜΑΤΩΝ ΕΝ ΒΟΥΛΓΑΡΙΑ bbox=[1043, 1013, 1222, 1026]
list-item bbox=[29, 1489, 255, 1543]
meet-heading-2: ΚΑΪΖΕΡ ΚΑΙ ΤΣΑΡΟΥ bbox=[1328, 131, 1474, 148]
rail-time: 12.30 bbox=[456, 920, 486, 931]
divider bbox=[755, 981, 997, 982]
doctor-text: Δέχεται Πειραιεῖ ἐν τῇ Κλινικῇ του ὁδὸς Κοραῆ ἀρ. 89 ἀπὸ 10—12 π. μ. καὶ 7—8 μ. μ. Ἐν Ἀθήναις δὲ ἐν τῇ κλινικῇ του ἰατρεῖ κ. Αἰσωπίδου ὁδὸς Καλυψοῦς ἀρ. 6 (ὄπισθεν τῆς ἐκκλησίας τοῦ Ἁγ. Γεωργίου Καρύτση) 4—6 μ. μ. bbox=[274, 1196, 488, 1290]
promo-first-sub: ΕΤΑΙΡΙΚΗ ΕΦΗΜΕΡΙΣ bbox=[566, 216, 675, 228]
